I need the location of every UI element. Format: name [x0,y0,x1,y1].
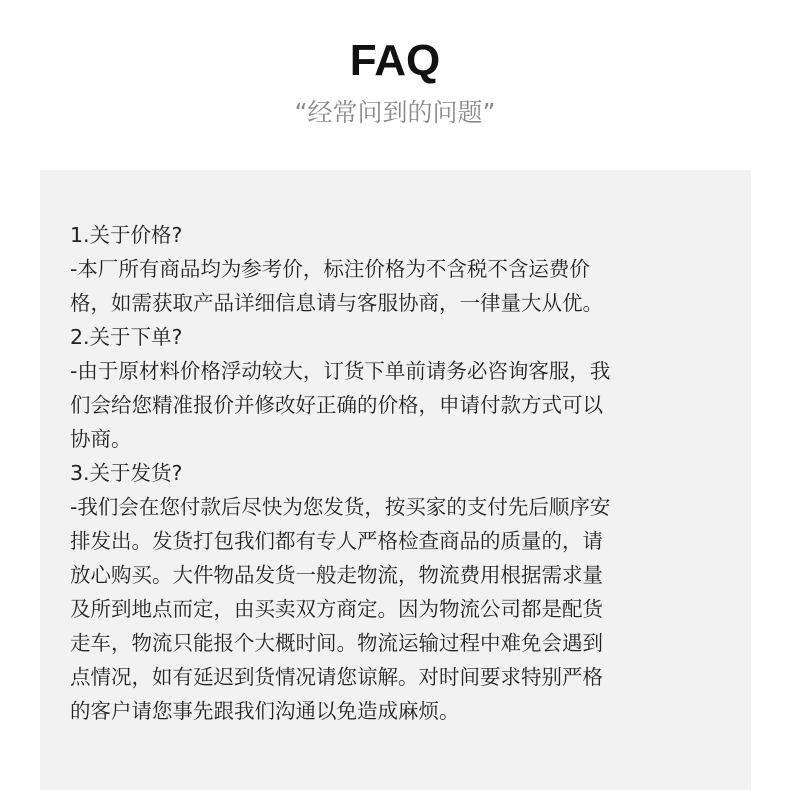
faq-answer-order-line: -由于原材料价格浮动较大，订货下单前请务必咨询客服，我 [70,359,611,383]
faq-answer-order-line: 们会给您精准报价并修改好正确的价格，申请付款方式可以 [70,393,603,417]
faq-answer-shipping-line: 点情况，如有延迟到货情况请您谅解。对时间要求特别严格 [70,665,603,689]
faq-answer-shipping-line: 的客户请您事先跟我们沟通以免造成麻烦。 [70,699,460,723]
faq-answer-shipping-line: 及所到地点而定，由买卖双方商定。因为物流公司都是配货 [70,597,603,621]
faq-answer-order-line: 协商。 [70,427,132,451]
page-subtitle: “经常问到的问题” [294,98,496,127]
faq-question-order: 2.关于下单? [70,325,183,349]
faq-question-shipping: 3.关于发货? [70,461,183,485]
faq-answer-shipping-line: 排发出。发货打包我们都有专人严格检查商品的质量的，请 [70,529,603,553]
faq-answer-price-line: -本厂所有商品均为参考价，标注价格为不含税不含运费价 [70,257,590,281]
faq-question-price: 1.关于价格? [70,223,183,247]
faq-answer-shipping-line: -我们会在您付款后尽快为您发货，按买家的支付先后顺序安 [70,495,611,519]
faq-content-panel [40,170,751,790]
faq-answer-shipping-line: 放心购买。大件物品发货一般走物流，物流费用根据需求量 [70,563,603,587]
page-title: FAQ [349,36,441,85]
faq-answer-shipping-line: 走车，物流只能报个大概时间。物流运输过程中难免会遇到 [70,631,603,655]
faq-answer-price-line: 格，如需获取产品详细信息请与客服协商，一律量大从优。 [70,291,603,315]
